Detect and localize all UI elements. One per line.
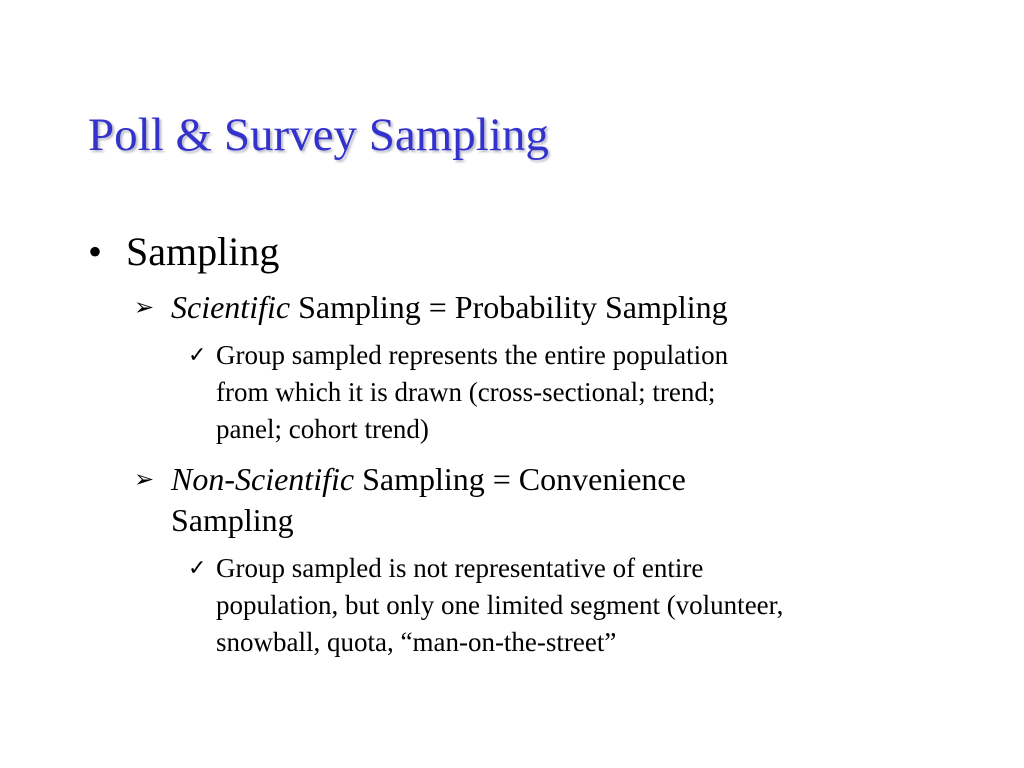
scientific-detail-line: Group sampled represents the entire population (216, 340, 729, 370)
non-scientific-detail-text (216, 550, 956, 661)
non-scientific-detail-line: population, but only one limited segment (volunteer, (216, 590, 784, 620)
bullet-dot-icon: • (88, 229, 103, 274)
bullet-scientific-detail (188, 337, 956, 448)
bullet-scientific-sampling (134, 287, 851, 328)
bullet-sampling (88, 226, 279, 278)
non-scientific-definition-line: Sampling = Convenience (354, 461, 686, 497)
non-scientific-detail-line: snowball, quota, “man-on-the-street” (216, 627, 617, 657)
checkmark-icon: ✓ (188, 343, 207, 368)
checkmark-icon: ✓ (188, 556, 207, 581)
arrow-bullet-icon: ➢ (134, 293, 155, 321)
arrow-bullet-icon: ➢ (134, 465, 155, 493)
bullet-sampling-text: Sampling (126, 229, 280, 274)
bullet-scientific-text (171, 287, 851, 328)
bullet-non-scientific-text (171, 459, 851, 541)
non-scientific-definition-line: Sampling (171, 502, 294, 538)
bullet-non-scientific-detail (188, 550, 956, 661)
scientific-detail-line: from which it is drawn (cross-sectional; trend; (216, 377, 716, 407)
bullet-non-scientific-sampling (134, 459, 851, 541)
slide-title: Poll & Survey Sampling (88, 109, 549, 161)
scientific-detail-text (216, 337, 956, 448)
non-scientific-detail-line: Group sampled is not representative of entire (216, 553, 704, 583)
scientific-label: Scientific (171, 289, 291, 325)
non-scientific-label: Non-Scientific (171, 461, 355, 497)
scientific-definition: Sampling = Probability Sampling (290, 289, 728, 325)
scientific-detail-line: panel; cohort trend) (216, 414, 429, 444)
